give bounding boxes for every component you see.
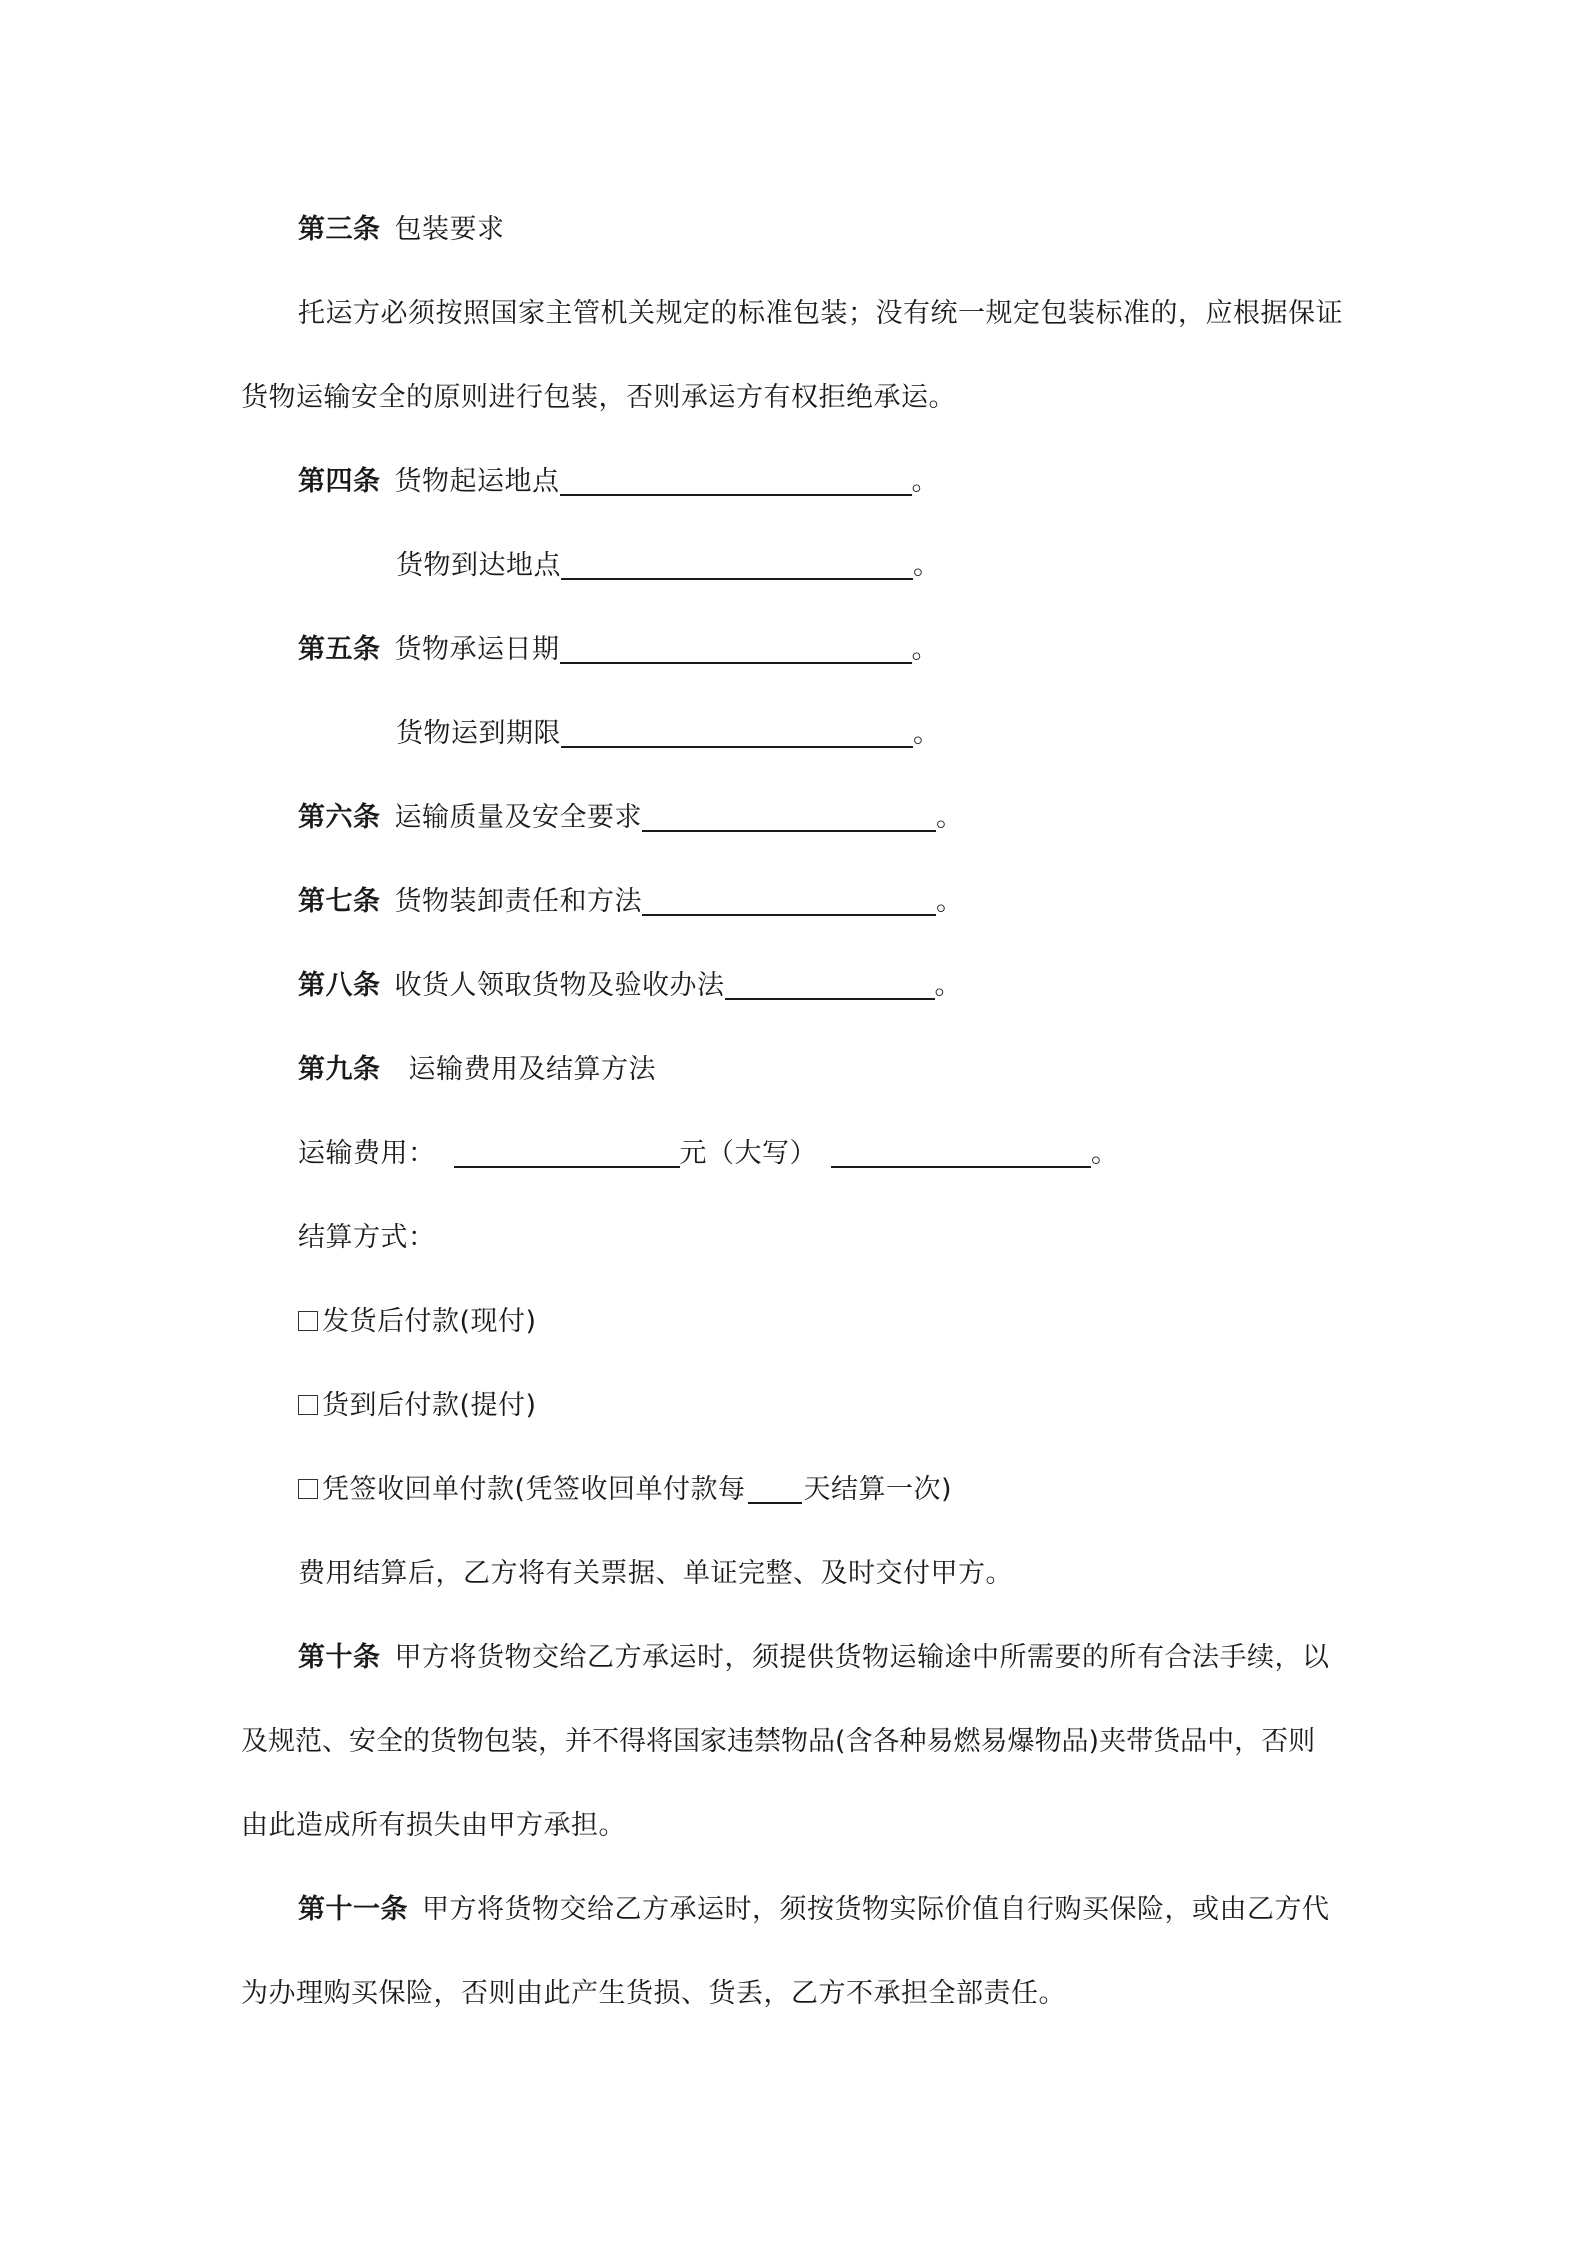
checkbox[interactable] [298, 1479, 318, 1499]
loading-blank-field[interactable] [642, 884, 936, 916]
deadline-blank-field[interactable] [561, 716, 913, 748]
date-label: 货物承运日期 [394, 634, 560, 665]
article-9-heading-line [298, 1050, 656, 1090]
article-3-para-line-1: 托运方必须按照国家主管机关规定的标准包装；没有统一规定包装标准的，应根据保证 [298, 298, 1343, 329]
article-4-origin-line [298, 462, 939, 502]
article-number: 第三条 [298, 214, 381, 245]
period: 。 [936, 886, 964, 917]
article-7-line [298, 882, 964, 922]
article-5-deadline-line [396, 714, 941, 754]
period: 。 [934, 970, 962, 1001]
article-text: 甲方将货物交给乙方承运时，须按货物实际价值自行购买保险，或由乙方代 [422, 1894, 1330, 1925]
days-blank-field[interactable] [748, 1472, 802, 1504]
date-blank-field[interactable] [560, 632, 912, 664]
settlement-after-text: 费用结算后，乙方将有关票据、单证完整、及时交付甲方。 [298, 1558, 1013, 1589]
option-label-tail: 天结算一次) [803, 1474, 953, 1505]
article-number: 第十条 [298, 1642, 381, 1673]
article-5-date-line [298, 630, 939, 670]
article-number: 第六条 [298, 802, 381, 833]
fee-amount-field[interactable] [454, 1136, 680, 1168]
article-10-line-1 [298, 1638, 1330, 1678]
article-4-dest-line [396, 546, 941, 586]
article-title: 包装要求 [394, 214, 505, 245]
option-label: 货到后付款(提付) [322, 1390, 537, 1421]
option-label: 凭签收回单付款(凭签收回单付款每 [322, 1474, 746, 1505]
article-6-line [298, 798, 964, 838]
article-number: 第十一条 [298, 1894, 408, 1925]
fee-label: 运输费用： [298, 1138, 436, 1169]
origin-label: 货物起运地点 [394, 466, 560, 497]
article-8-line [298, 966, 962, 1006]
origin-blank-field[interactable] [560, 464, 912, 496]
checkbox[interactable] [298, 1395, 318, 1415]
article-number: 第九条 [298, 1054, 381, 1085]
period: 。 [936, 802, 964, 833]
period: 。 [1091, 1138, 1119, 1169]
period: 。 [911, 634, 939, 665]
article-number: 第四条 [298, 466, 381, 497]
loading-label: 货物装卸责任和方法 [394, 886, 642, 917]
article-number: 第七条 [298, 886, 381, 917]
deadline-label: 货物运到期限 [396, 718, 561, 749]
article-10-line-2: 及规范、安全的货物包装，并不得将国家违禁物品(含各种易燃易爆物品)夹带货品中，否则 [241, 1726, 1316, 1757]
article-3-para-line-2: 货物运输安全的原则进行包装，否则承运方有权拒绝承运。 [241, 382, 956, 413]
destination-blank-field[interactable] [561, 548, 913, 580]
article-number: 第五条 [298, 634, 381, 665]
period: 。 [913, 718, 941, 749]
settle-option-2[interactable] [298, 1386, 537, 1426]
period: 。 [911, 466, 939, 497]
settle-option-1[interactable] [298, 1302, 537, 1342]
quality-blank-field[interactable] [642, 800, 936, 832]
fee-uppercase-field[interactable] [831, 1136, 1091, 1168]
article-3-heading-line [298, 210, 505, 250]
article-11-line-1 [298, 1890, 1330, 1930]
fee-line [298, 1134, 1119, 1174]
settle-label: 结算方式： [298, 1222, 436, 1253]
article-11-line-2: 为办理购买保险，否则由此产生货损、货丢，乙方不承担全部责任。 [241, 1978, 1066, 2009]
checkbox[interactable] [298, 1311, 318, 1331]
yuan-label: 元（大写） [679, 1138, 817, 1169]
option-label: 发货后付款(现付) [322, 1306, 537, 1337]
article-number: 第八条 [298, 970, 381, 1001]
article-title: 运输费用及结算方法 [408, 1054, 656, 1085]
quality-label: 运输质量及安全要求 [394, 802, 642, 833]
article-10-line-3: 由此造成所有损失由甲方承担。 [241, 1810, 626, 1841]
acceptance-label: 收货人领取货物及验收办法 [394, 970, 725, 1001]
period: 。 [913, 550, 941, 581]
article-text: 甲方将货物交给乙方承运时，须提供货物运输途中所需要的所有合法手续，以 [394, 1642, 1330, 1673]
destination-label: 货物到达地点 [396, 550, 561, 581]
acceptance-blank-field[interactable] [725, 968, 935, 1000]
settle-option-3[interactable] [298, 1470, 952, 1510]
